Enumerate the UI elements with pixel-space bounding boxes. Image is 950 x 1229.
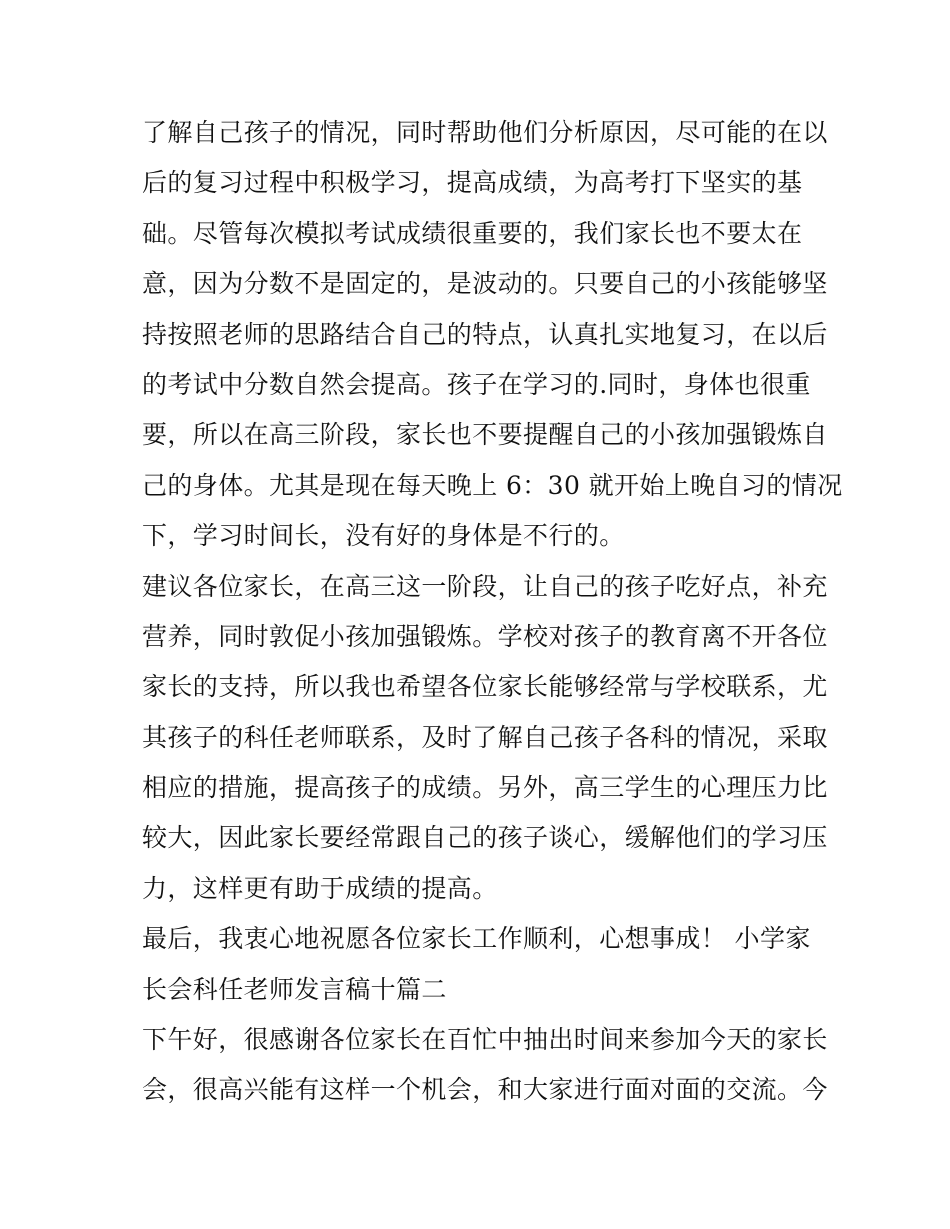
text-line: 力，这样更有助于成绩的提高。 xyxy=(142,873,498,903)
text-line: 最后，我衷心地祝愿各位家长工作顺利，心想事成！ 小学家 xyxy=(142,924,811,954)
text-line: 后的复习过程中积极学习，提高成绩，为高考打下坚实的基 xyxy=(142,168,803,198)
text-line: 了解自己孩子的情况，同时帮助他们分析原因，尽可能的在以 xyxy=(142,118,828,147)
text-line: 家长的支持，所以我也希望各位家长能够经常与学校联系，尤 xyxy=(142,672,828,702)
text-line: 持按照老师的思路结合自己的特点，认真扎实地复习，在以后 xyxy=(142,319,828,349)
text-line: 己的身体。尤其是现在每天晚上 6：30 就开始上晚自习的情况 xyxy=(142,470,843,500)
document-body xyxy=(142,108,843,1116)
text-line: 础。尽管每次模拟考试成绩很重要的，我们家长也不要太在 xyxy=(142,218,803,248)
text-line: 相应的措施，提高孩子的成绩。另外，高三学生的心理压力比 xyxy=(142,773,828,803)
text-line: 下午好，很感谢各位家长在百忙中抽出时间来参加今天的家长 xyxy=(142,1025,828,1055)
text-line: 较大，因此家长要经常跟自己的孩子谈心，缓解他们的学习压 xyxy=(142,823,828,853)
text-line: 下，学习时间长，没有好的身体是不行的。 xyxy=(142,521,625,551)
text-line: 的考试中分数自然会提高。孩子在学习的.同时，身体也很重 xyxy=(142,369,811,399)
text-line: 会，很高兴能有这样一个机会，和大家进行面对面的交流。今 xyxy=(142,1075,828,1105)
text-line: 长会科任老师发言稿十篇二 xyxy=(142,974,447,1004)
text-line: 其孩子的科任老师联系，及时了解自己孩子各科的情况，采取 xyxy=(142,722,828,752)
text-line: 营养，同时敦促小孩加强锻炼。学校对孩子的教育离不开各位 xyxy=(142,621,828,651)
text-line: 要，所以在高三阶段，家长也不要提醒自己的小孩加强锻炼自 xyxy=(142,420,828,450)
text-line: 建议各位家长，在高三这一阶段，让自己的孩子吃好点，补充 xyxy=(142,571,828,601)
text-line: 意，因为分数不是固定的，是波动的。只要自己的小孩能够坚 xyxy=(142,269,828,299)
